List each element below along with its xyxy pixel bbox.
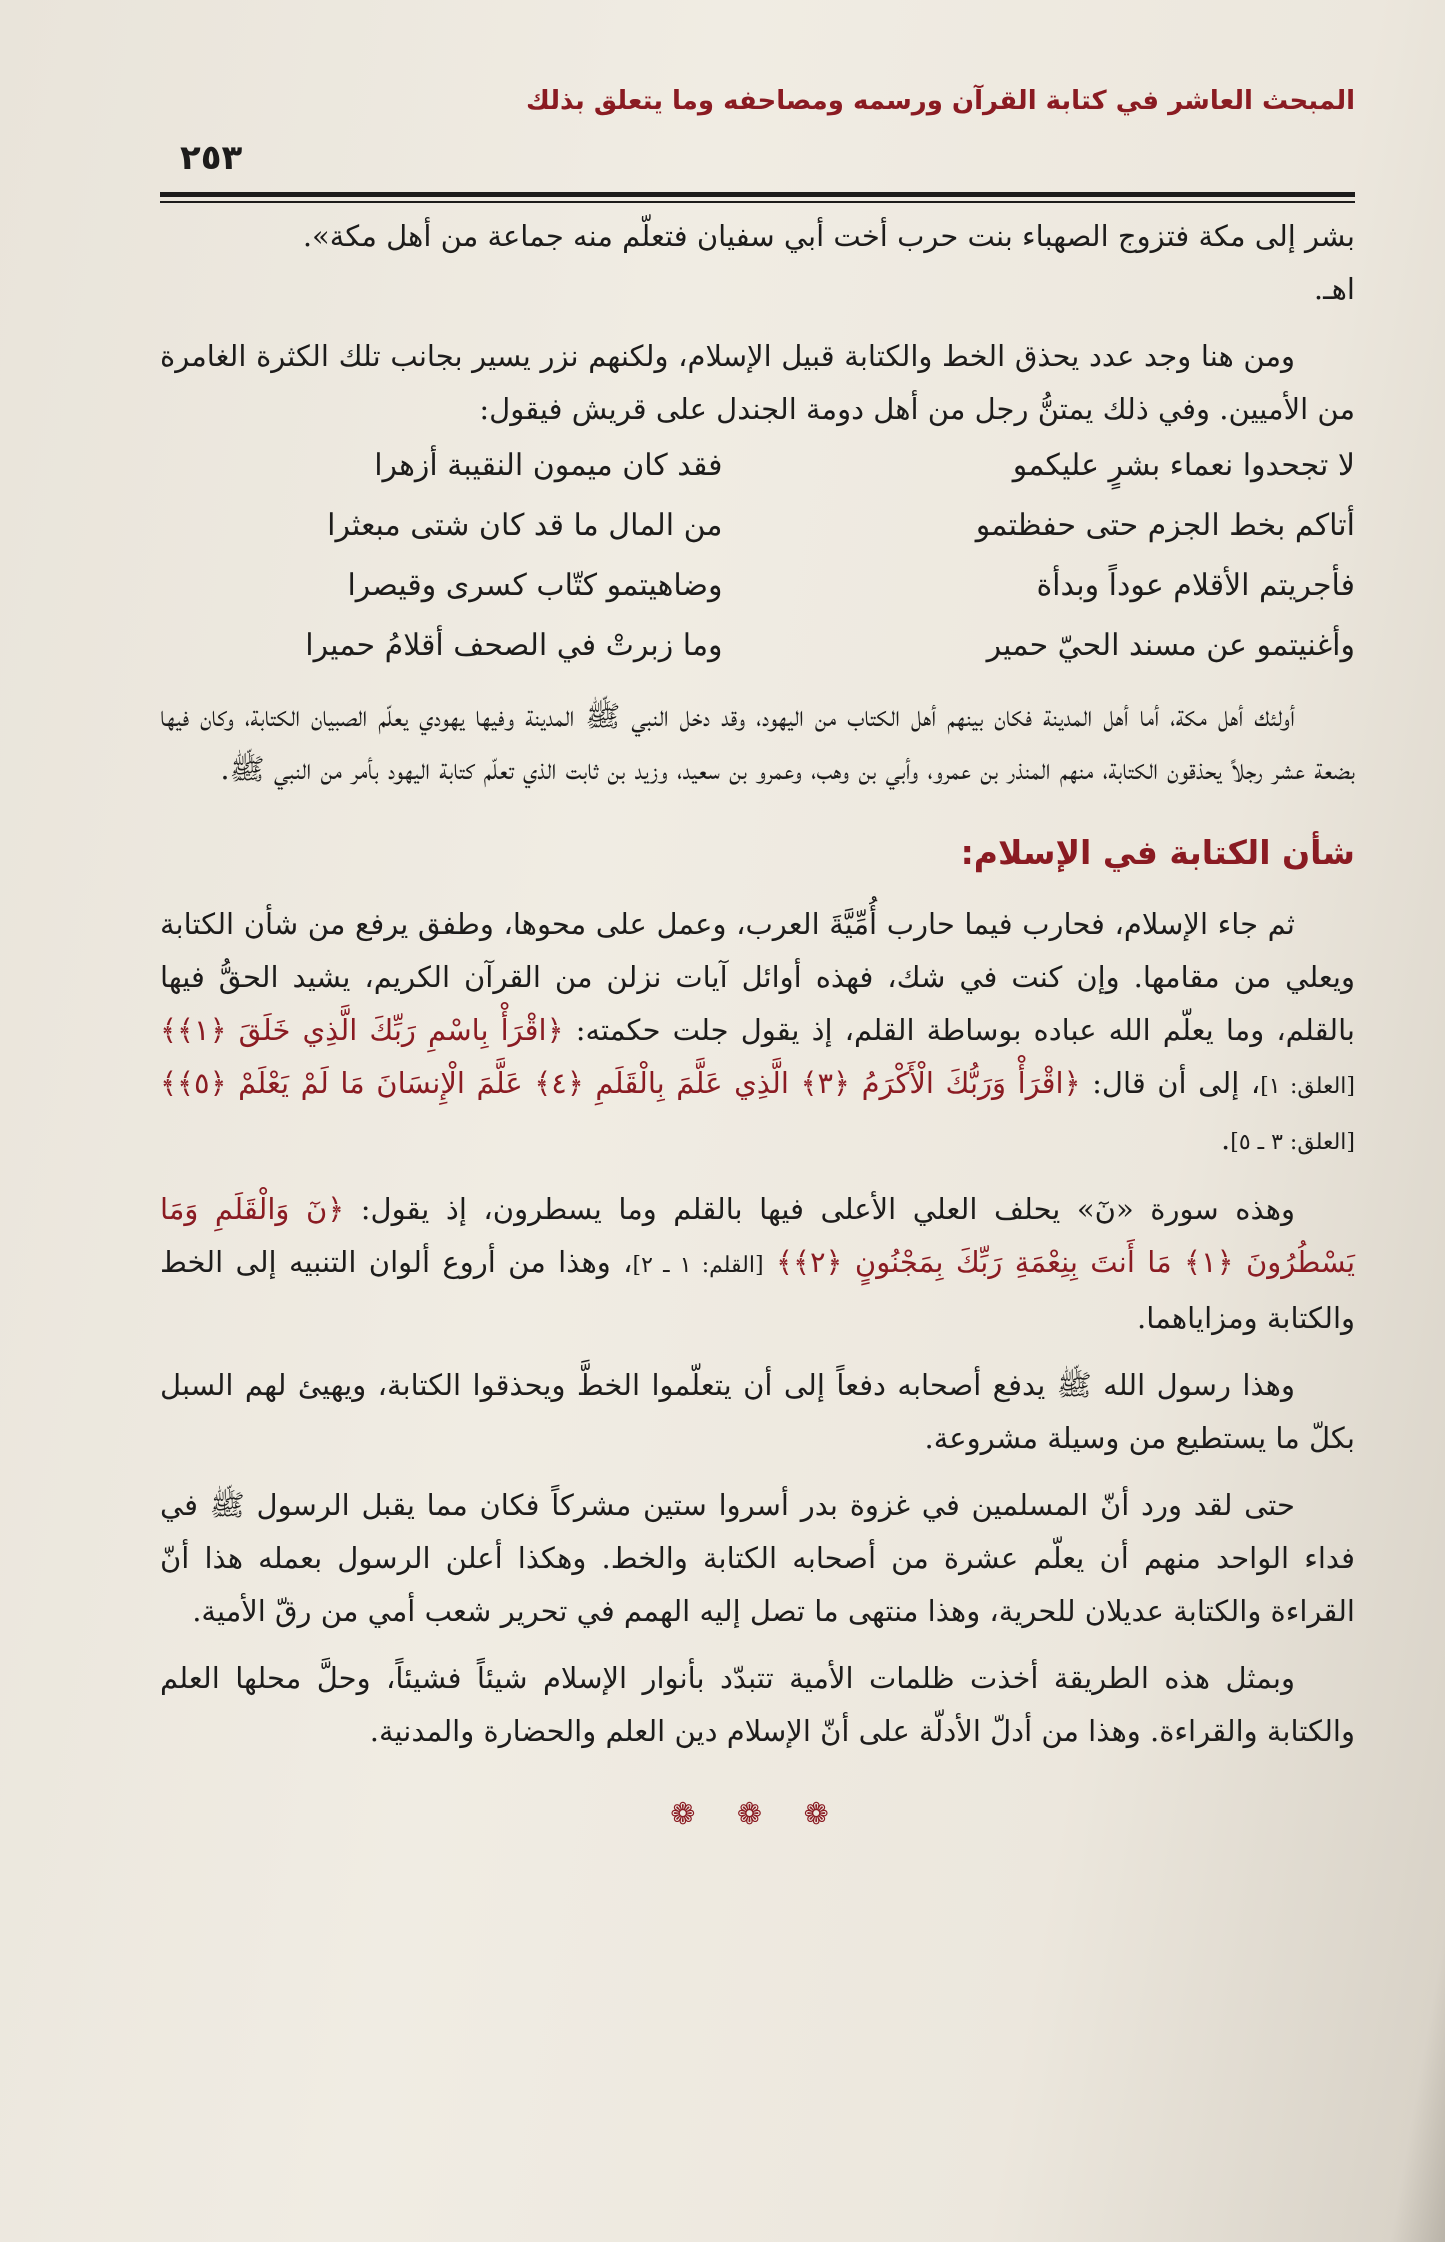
header-rule-thick xyxy=(160,192,1355,197)
paragraph: حتى لقد ورد أنّ المسلمين في غزوة بدر أسروا ستين مشركاً فكان مما يقبل الرسول ﷺ في فداء الواحد منهم أن يعلّم عشرة من أصحابه الكتابة والخط. وهكذا أعلن الرسول بعمله هذا أنّ القراءة والكتابة عديلان للحرية، وهذا منتهى ما تصل إليه الهمم في تحرير شعب أمي من رقّ الأمية. xyxy=(160,1488,1355,1628)
paragraph-text: وهذه سورة «نٓ» يحلف العلي الأعلى فيها بالقلم وما يسطرون، إذ يقول: xyxy=(344,1192,1295,1226)
running-head: المبحث العاشر في كتابة القرآن ورسمه ومصاحفه وما يتعلق بذلك xyxy=(526,86,1355,116)
verse-citation: [القلم: ١ ـ ٢] xyxy=(632,1253,764,1278)
verse-citation: [العلق: ١] xyxy=(1260,1074,1356,1099)
verse-citation: [العلق: ٣ ـ ٥] xyxy=(1230,1130,1355,1155)
poem-hemistich: فقد كان ميمون النقيبة أزهرا xyxy=(374,448,723,483)
paragraph-text: ثم جاء الإسلام، فحارب فيما حارب أُمِّيَّةَ العرب، وعمل على محوها، وطفق يرفع من شأن الكتابة ويعلي من مقامها. وإن كنت في شك، فهذه أوائل آيات نزلن من القرآن الكريم، يشيد الحقُّ فيها بالقلم، وما يعلّم الله عباده بوساطة القلم، إذ يقول جلت حكمته: xyxy=(160,907,1355,1047)
section-heading: شأن الكتابة في الإسلام: xyxy=(960,833,1355,872)
paragraph-quran-2 xyxy=(160,1183,1355,1345)
poem-hemistich: من المال ما قد كان شتى مبعثرا xyxy=(327,508,723,543)
body-text xyxy=(160,210,1355,1841)
paragraph: بشر إلى مكة فتزوج الصهباء بنت حرب أخت أبي سفيان فتعلّم منه جماعة من أهل مكة». xyxy=(302,219,1355,253)
poem-hemistich: وما زبرتْ في الصحف أقلامُ حميرا xyxy=(305,628,723,663)
quran-verse: ﴿اقْرَأْ بِاسْمِ رَبِّكَ الَّذِي خَلَقَ ﴿١﴾﴾ xyxy=(160,1013,564,1047)
poem-hemistich: أتاكم بخط الجزم حتى حفظتمو xyxy=(975,508,1355,543)
poem-hemistich: فأجريتم الأقلام عوداً وبدأة xyxy=(1036,568,1355,603)
header-rule-thin xyxy=(160,201,1355,203)
quran-verse: ﴿اقْرَأْ وَرَبُّكَ الْأَكْرَمُ ﴿٣﴾ الَّذِي عَلَّمَ بِالْقَلَمِ ﴿٤﴾ عَلَّمَ الْإِنسَانَ مَا لَمْ يَعْلَمْ ﴿٥﴾﴾ xyxy=(160,1066,1081,1100)
paragraph-text: ، إلى أن قال: xyxy=(1080,1066,1261,1100)
poem-hemistich: وأغنيتمو عن مسند الحيّ حمير xyxy=(986,628,1355,663)
poem xyxy=(160,436,1355,676)
paragraph: أولئك أهل مكة، أما أهل المدينة فكان بينهم أهل الكتاب من اليهود، وقد دخل النبي ﷺ المدينة وفيها يهودي يعلّم الصبيان الكتابة، وكان فيها بضعة عشر رجلاً يحذقون الكتابة، منهم المنذر بن عمرو، وأبي بن وهب، وعمرو بن سعيد، وزيد بن ثابت الذي تعلّم كتابة اليهود بأمر من النبي ﷺ. xyxy=(160,699,1355,786)
paragraph: وهذا رسول الله ﷺ يدفع أصحابه دفعاً إلى أن يتعلّموا الخطَّ ويحذقوا الكتابة، ويهيئ لهم السبل بكلّ ما يستطيع من وسيلة مشروعة. xyxy=(160,1368,1355,1455)
paragraph-text: . xyxy=(1221,1122,1231,1156)
paragraph: ومن هنا وجد عدد يحذق الخط والكتابة قبيل الإسلام، ولكنهم نزر يسير بجانب تلك الكثرة الغامرة من الأميين. وفي ذلك يمتنُّ رجل من أهل دومة الجندل على قريش فيقول: xyxy=(160,339,1355,426)
paragraph: وبمثل هذه الطريقة أخذت ظلمات الأمية تتبدّد بأنوار الإسلام شيئاً فشيئاً، وحلَّ محلها العلم والكتابة والقراءة. وهذا من أدلّ الأدلّة على أنّ الإسلام دين العلم والحضارة والمدنية. xyxy=(160,1661,1355,1748)
page-number: ٢٥٣ xyxy=(180,138,243,178)
poem-hemistich: وضاهيتمو كتّاب كسرى وقيصرا xyxy=(347,568,723,603)
paragraph-quran-1 xyxy=(160,898,1355,1169)
paragraph-end-marker: اهـ. xyxy=(1313,272,1355,306)
section-end-ornament: ❁ ❁ ❁ xyxy=(670,1797,845,1832)
paragraph-text: ، وهذا من أروع ألوان التنبيه إلى الخط والكتابة ومزاياهما. xyxy=(160,1245,1355,1335)
poem-hemistich: لا تجحدوا نعماء بشرٍ عليكمو xyxy=(1012,448,1355,483)
book-page xyxy=(160,60,1375,2180)
quran-verse: ﴿نٓ وَالْقَلَمِ وَمَا يَسْطُرُونَ ﴿١﴾ مَا أَنتَ بِنِعْمَةِ رَبِّكَ بِمَجْنُونٍ ﴿٢﴾﴾ xyxy=(160,1192,1356,1279)
